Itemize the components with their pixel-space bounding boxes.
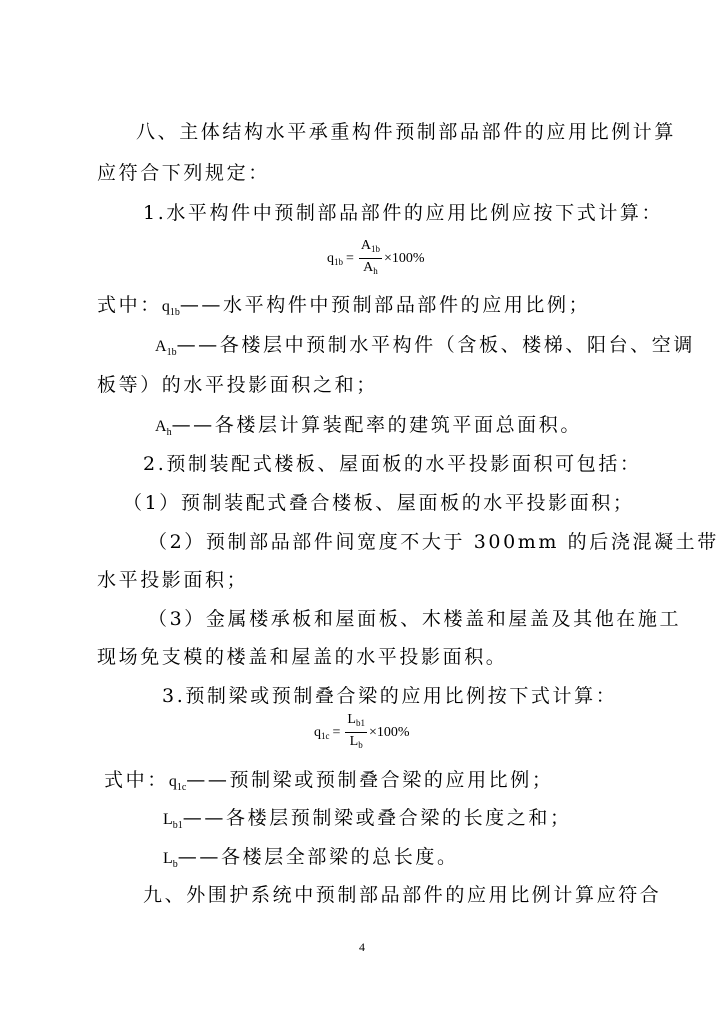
page-number: 4	[359, 940, 365, 954]
definition-q1b: 式中：$q_{1b}——$水平构件中预制部品部件的应用比例；	[97, 294, 591, 318]
item-2-heading: 2.预制装配式楼板、屋面板的水平投影面积可包括：	[143, 453, 642, 475]
item-3-heading: 3.预制梁或预制叠合梁的应用比例按下式计算：	[162, 685, 618, 707]
item-1-heading: 1.水平构件中预制部品部件的应用比例应按下式计算：	[143, 202, 664, 224]
formula-equals: =	[332, 724, 341, 740]
body-line: 板等）的水平投影面积之和；	[97, 374, 378, 396]
formula-lhs: $q_{1b}$	[327, 250, 343, 267]
formula-fraction	[345, 712, 367, 753]
definition-lb: $L_b——$各楼层全部梁的总长度。	[163, 846, 459, 870]
sub-item-3: （3）金属楼承板和屋面板、木楼盖和屋盖及其他在施工	[148, 608, 682, 630]
definition-ah: $A_h——$各楼层计算装配率的建筑平面总面积。	[155, 414, 582, 438]
formula-q1b	[327, 238, 425, 279]
body-line: 水平投影面积；	[97, 569, 249, 591]
formula-denominator: $L_b$	[349, 734, 363, 750]
formula-numerator: $L_{b1}$	[345, 712, 367, 733]
sub-item-1: （1）预制装配式叠合楼板、屋面板的水平投影面积；	[123, 492, 635, 514]
definition-q1c: 式中：$q_{1c}——$预制梁或预制叠合梁的应用比例；	[104, 769, 554, 793]
formula-lhs: $q_{1c}$	[314, 724, 330, 741]
definition-a1b: $A_{1b}——$各楼层中预制水平构件（含板、楼梯、阳台、空调	[155, 334, 695, 358]
formula-tail: ×100%	[384, 250, 425, 266]
section-8-heading: 八、主体结构水平承重构件预制部品部件的应用比例计算	[136, 121, 677, 143]
formula-equals: =	[346, 250, 354, 266]
formula-numerator: $A_{1b}$	[359, 238, 382, 259]
body-line: 应符合下列规定：	[97, 162, 270, 184]
formula-fraction	[359, 238, 382, 279]
formula-tail: ×100%	[368, 724, 410, 740]
body-line: 现场免支模的楼盖和屋盖的水平投影面积。	[97, 646, 508, 668]
formula-q1c	[314, 712, 410, 753]
definition-lb1: $L_{b1}——$各楼层预制梁或叠合梁的长度之和；	[163, 807, 572, 831]
formula-denominator: $A_h$	[363, 260, 378, 276]
section-9-heading: 九、外围护系统中预制部品部件的应用比例计算应符合	[143, 884, 662, 906]
sub-item-2: （2）预制部品部件间宽度不大于 300mm 的后浇混凝土带	[148, 531, 719, 553]
